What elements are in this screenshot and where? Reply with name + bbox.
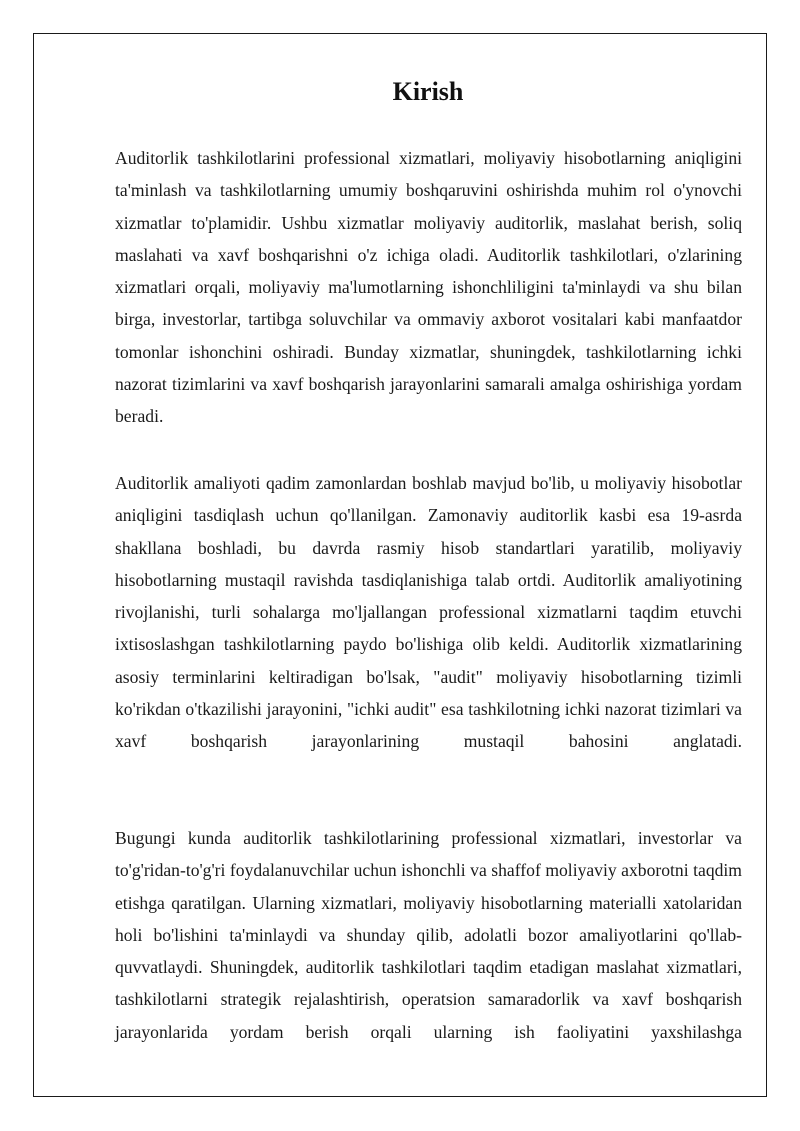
paragraph-2: Auditorlik amaliyoti qadim zamonlardan boshlab mavjud bo'lib, u moliyaviy hisobotlar aniqligini tasdiqlash uchun qo'llanilgan. Zamonaviy auditorlik kasbi esa 19-asrda shakllana boshladi, bu davrda rasmiy hisob standartlari yaratilib, moliyaviy hisobotlarning mustaqil ravishda tasdiqlanishiga talab ortdi. Auditorlik amaliyotining rivojlanishi, turli sohalarga mo'ljallangan professional xizmatlarni taqdim etuvchi ixtisoslashgan tashkilotlarning paydo bo'lishiga olib keldi. Auditorlik xizmatlarining asosiy terminlarini keltiradigan bo'lsak, "audit" moliyaviy hisobotlarning tizimli ko'rikdan o'tkazilishi jarayonini, "ichki audit" esa tashkilotning ichki nazorat tizimlari va xavf boshqarish jarayonlarining mustaqil bahosini anglatadi. [115, 473, 742, 752]
paragraph-1: Auditorlik tashkilotlarini professional xizmatlari, moliyaviy hisobotlarning aniqligini ta'minlash va tashkilotlarning umumiy boshqaruvini oshirishda muhim rol o'ynovchi xizmatlar to'plamidir. Ushbu xizmatlar moliyaviy auditorlik, maslahat berish, soliq maslahati va xavf boshqarishni o'z ichiga oladi. Auditorlik tashkilotlari, o'zlarining xizmatlari orqali, moliyaviy ma'lumotlarning ishonchliligini ta'minlaydi va shu bilan birga, investorlar, tartibga soluvchilar va ommaviy axborot vositalari kabi manfaatdor tomonlar ishonchini oshiradi. Bunday xizmatlar, shuningdek, tashkilotlarning ichki nazorat tizimlarini va xavf boshqarish jarayonlarini samarali amalga oshirishiga yordam beradi. [115, 148, 742, 427]
page-title: Kirish [392, 77, 464, 106]
paragraph-3: Bugungi kunda auditorlik tashkilotlarining professional xizmatlari, investorlar va to'g'ridan-to'g'ri foydalanuvchilar uchun ishonchli va shaffof moliyaviy axborotni taqdim etishga qaratilgan. Ularning xizmatlari, moliyaviy hisobotlarning materialli xatolaridan holi bo'lishini ta'minlaydi va shunday qilib, adolatli bozor amaliyotlarini qo'llab-quvvatlaydi. Shuningdek, auditorlik tashkilotlari taqdim etadigan maslahat xizmatlari, tashkilotlarni strategik rejalashtirish, operatsion samaradorlik va xavf boshqarish jarayonlarida yordam berish orqali ularning ish faoliyatini yaxshilashga [115, 828, 742, 1042]
